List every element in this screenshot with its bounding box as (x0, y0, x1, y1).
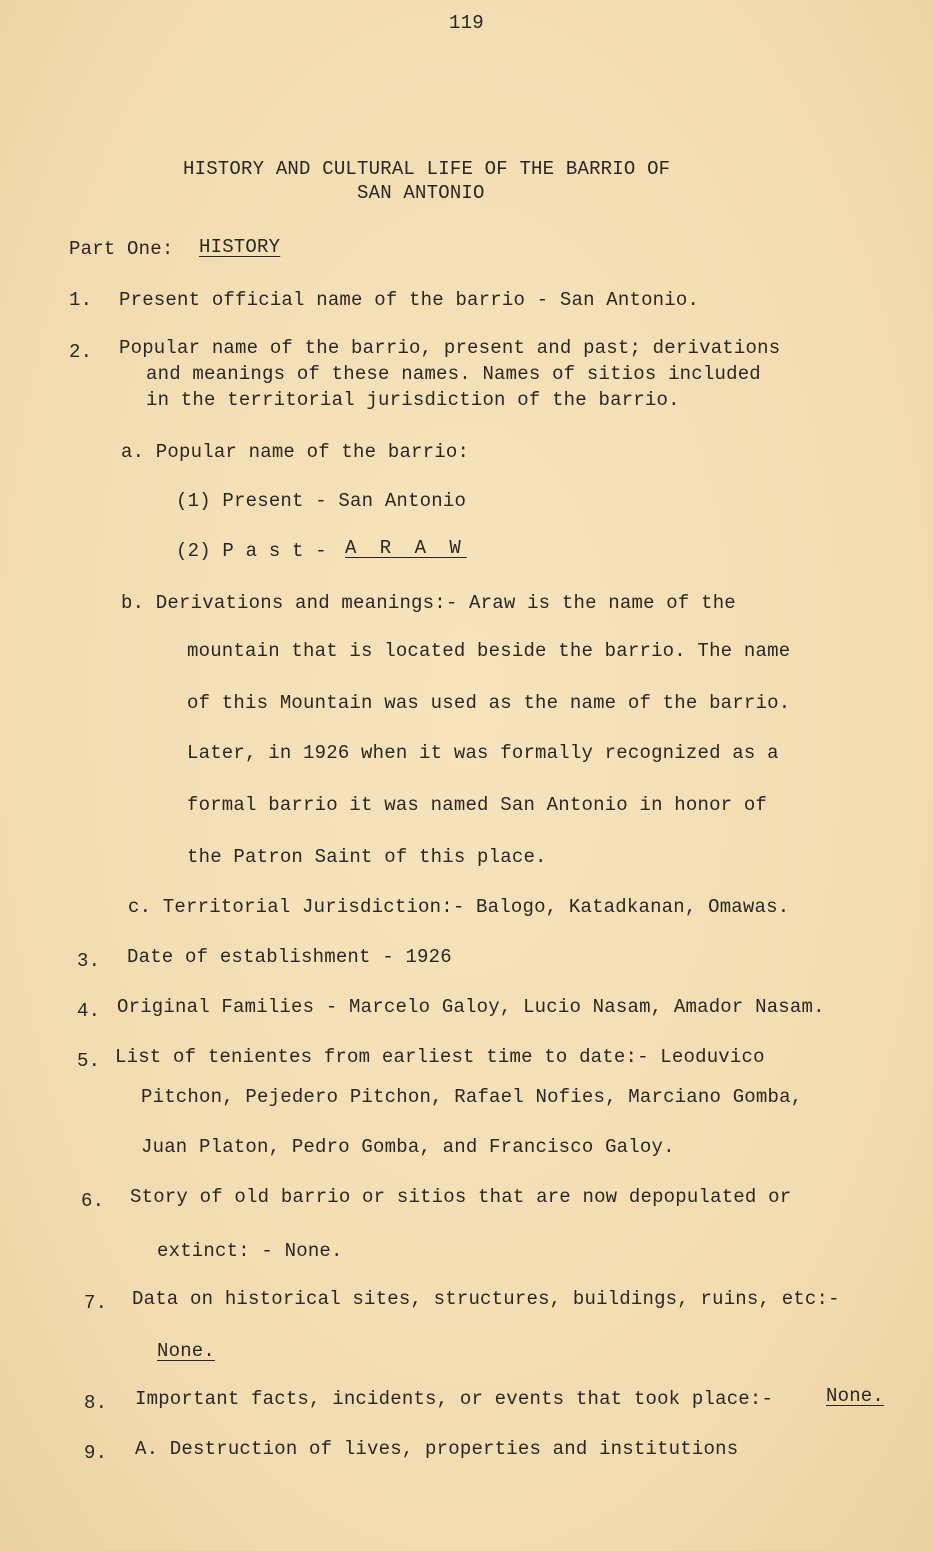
item-number-7: 7. (84, 1292, 108, 1314)
page-number: 119 (449, 12, 484, 34)
subitem-c-text: c. Territorial Jurisdiction:- Balogo, Katadkanan, Omawas. (128, 896, 790, 918)
subitem-a-past-label: (2) P a s t - (176, 540, 327, 562)
subitem-b-line: of this Mountain was used as the name of the barrio. (187, 692, 791, 714)
subitem-a-label: a. Popular name of the barrio: (121, 441, 470, 463)
subitem-a-present: (1) Present - San Antonio (176, 490, 467, 512)
item-number-9: 9. (84, 1442, 108, 1464)
item-number-8: 8. (84, 1392, 108, 1414)
item-3-text: Date of establishment - 1926 (127, 946, 452, 968)
item-number-2: 2. (69, 341, 93, 363)
subitem-b-line: b. Derivations and meanings:- Araw is the name of the (121, 592, 736, 614)
item-4-text: Original Families - Marcelo Galoy, Lucio Nasam, Amador Nasam. (117, 996, 825, 1018)
subitem-a-past-value: A R A W (345, 537, 467, 559)
item-9-text: A. Destruction of lives, properties and institutions (135, 1438, 739, 1460)
item-5-line: Juan Platon, Pedro Gomba, and Francisco Galoy. (141, 1136, 675, 1158)
item-2-line: in the territorial jurisdiction of the barrio. (146, 389, 680, 411)
item-2-line: and meanings of these names. Names of sitios included (146, 363, 761, 385)
part-label: Part One: (69, 238, 174, 260)
item-8-value: None. (826, 1385, 885, 1407)
document-title-line2: SAN ANTONIO (357, 182, 485, 204)
item-number-4: 4. (77, 1000, 101, 1022)
item-1-text: Present official name of the barrio - San Antonio. (119, 289, 700, 311)
item-8-text: Important facts, incidents, or events that took place:- (135, 1388, 774, 1410)
item-number-6: 6. (81, 1190, 105, 1212)
part-value: HISTORY (199, 236, 281, 258)
subitem-b-line: formal barrio it was named San Antonio in honor of (187, 794, 768, 816)
item-6-line: Story of old barrio or sitios that are now depopulated or (130, 1186, 792, 1208)
item-2-line: Popular name of the barrio, present and past; derivations (119, 337, 781, 359)
item-number-3: 3. (77, 950, 101, 972)
item-7-line: Data on historical sites, structures, buildings, ruins, etc:- (132, 1288, 840, 1310)
item-number-1: 1. (69, 289, 93, 311)
subitem-b-line: Later, in 1926 when it was formally recognized as a (187, 742, 779, 764)
item-number-5: 5. (77, 1050, 101, 1072)
item-5-line: List of tenientes from earliest time to date:- Leoduvico (115, 1046, 765, 1068)
item-7-value: None. (157, 1340, 216, 1362)
subitem-b-line: the Patron Saint of this place. (187, 846, 547, 868)
subitem-b-line: mountain that is located beside the barrio. The name (187, 640, 791, 662)
item-6-line: extinct: - None. (157, 1240, 343, 1262)
document-title: HISTORY AND CULTURAL LIFE OF THE BARRIO OF (183, 158, 671, 180)
item-5-line: Pitchon, Pejedero Pitchon, Rafael Nofies, Marciano Gomba, (141, 1086, 803, 1108)
